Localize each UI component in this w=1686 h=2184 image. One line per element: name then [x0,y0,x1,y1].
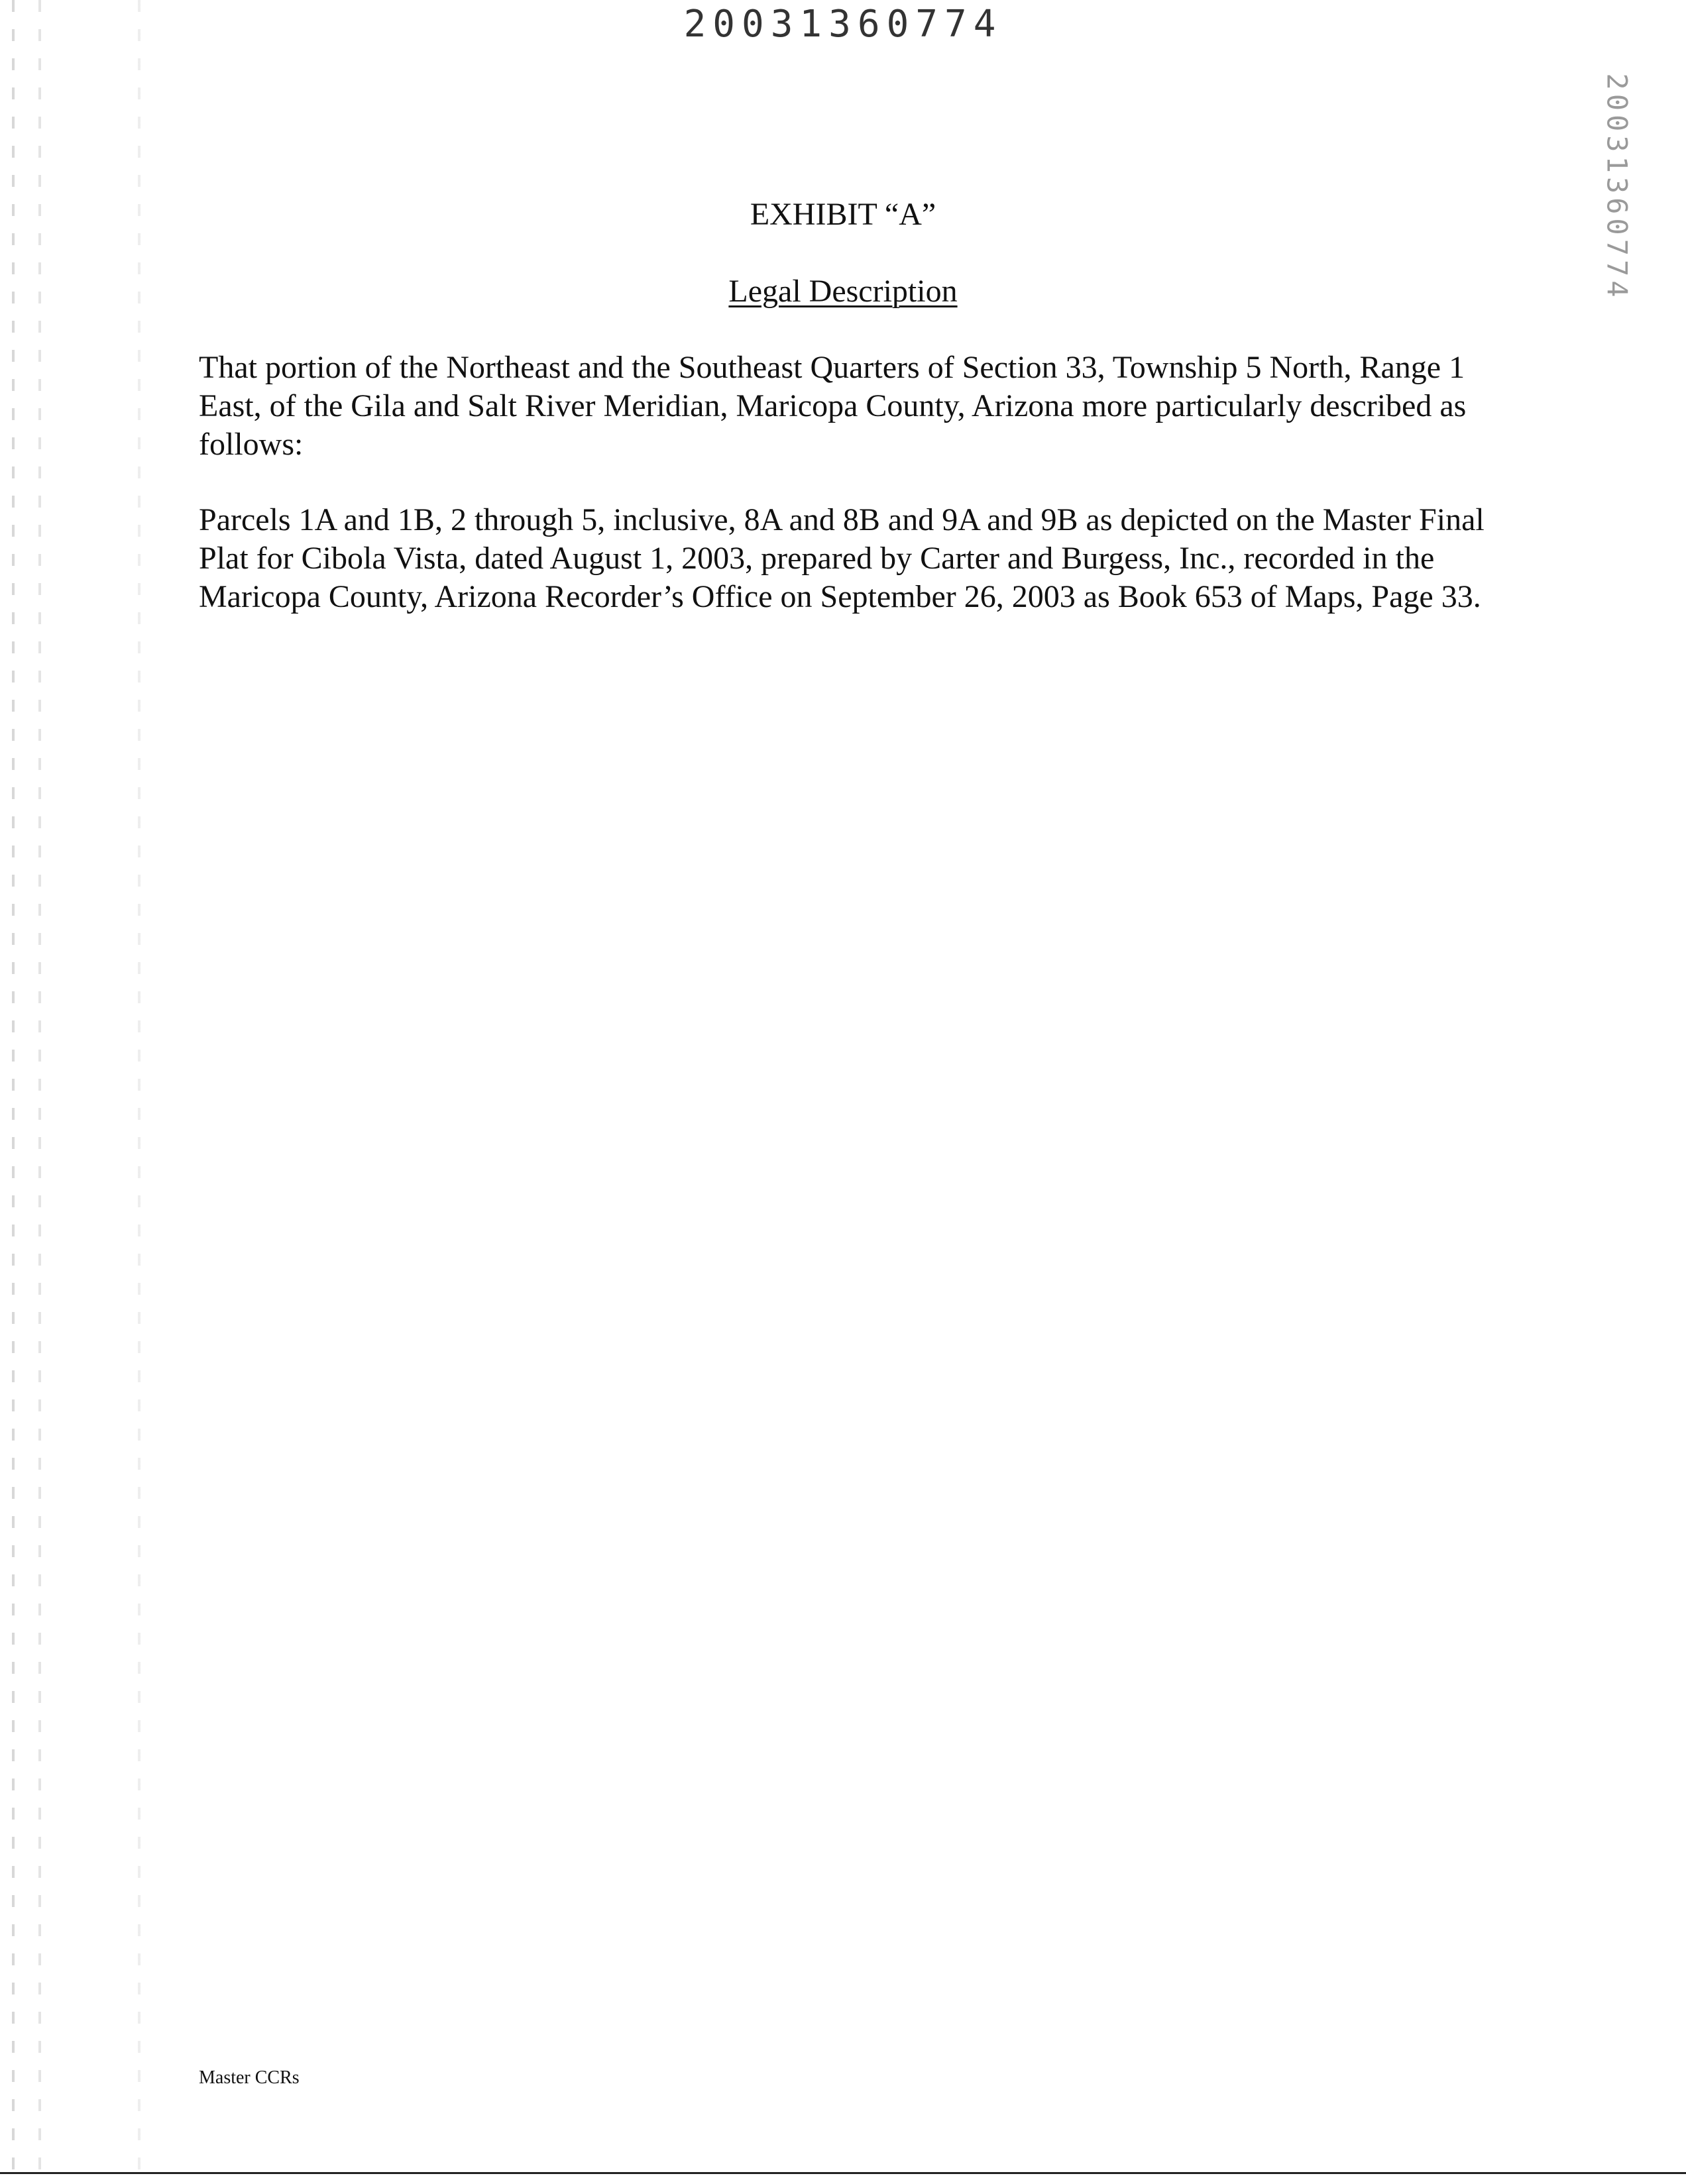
scan-edge-artifact [138,0,140,2184]
bottom-rule [0,2172,1686,2174]
side-stamp [1597,72,1637,301]
section-heading [0,273,1686,309]
footer-label: Master CCRs [199,2067,300,2088]
exhibit-title: EXHIBIT “A” [750,197,936,232]
legal-description-paragraph: That portion of the Northeast and the Southeast Quarters of Section 33, Township 5 North, Range 1 East, of the Gila and Salt River Meridian, Maricopa County, Arizona more particularly described as follows: [199,350,1467,462]
parcels-paragraph: Parcels 1A and 1B, 2 through 5, inclusive, 8A and 8B and 9A and 9B as depicted on the Master Final Plat for Cibola Vista, dated August 1, 2003, prepared by Carter and Burgess, Inc., recorded in the Maricopa County, Arizona Recorder’s Office on September 26, 2003 as Book 653 of Maps, Page 33. [199,502,1485,614]
recording-number: 20031360774 [683,3,1003,46]
side-stamp-text: 20031360774 [1601,72,1634,301]
scan-edge-artifact [12,0,15,2184]
section-heading-text: Legal Description [728,274,958,309]
scan-edge-artifact [38,0,41,2184]
